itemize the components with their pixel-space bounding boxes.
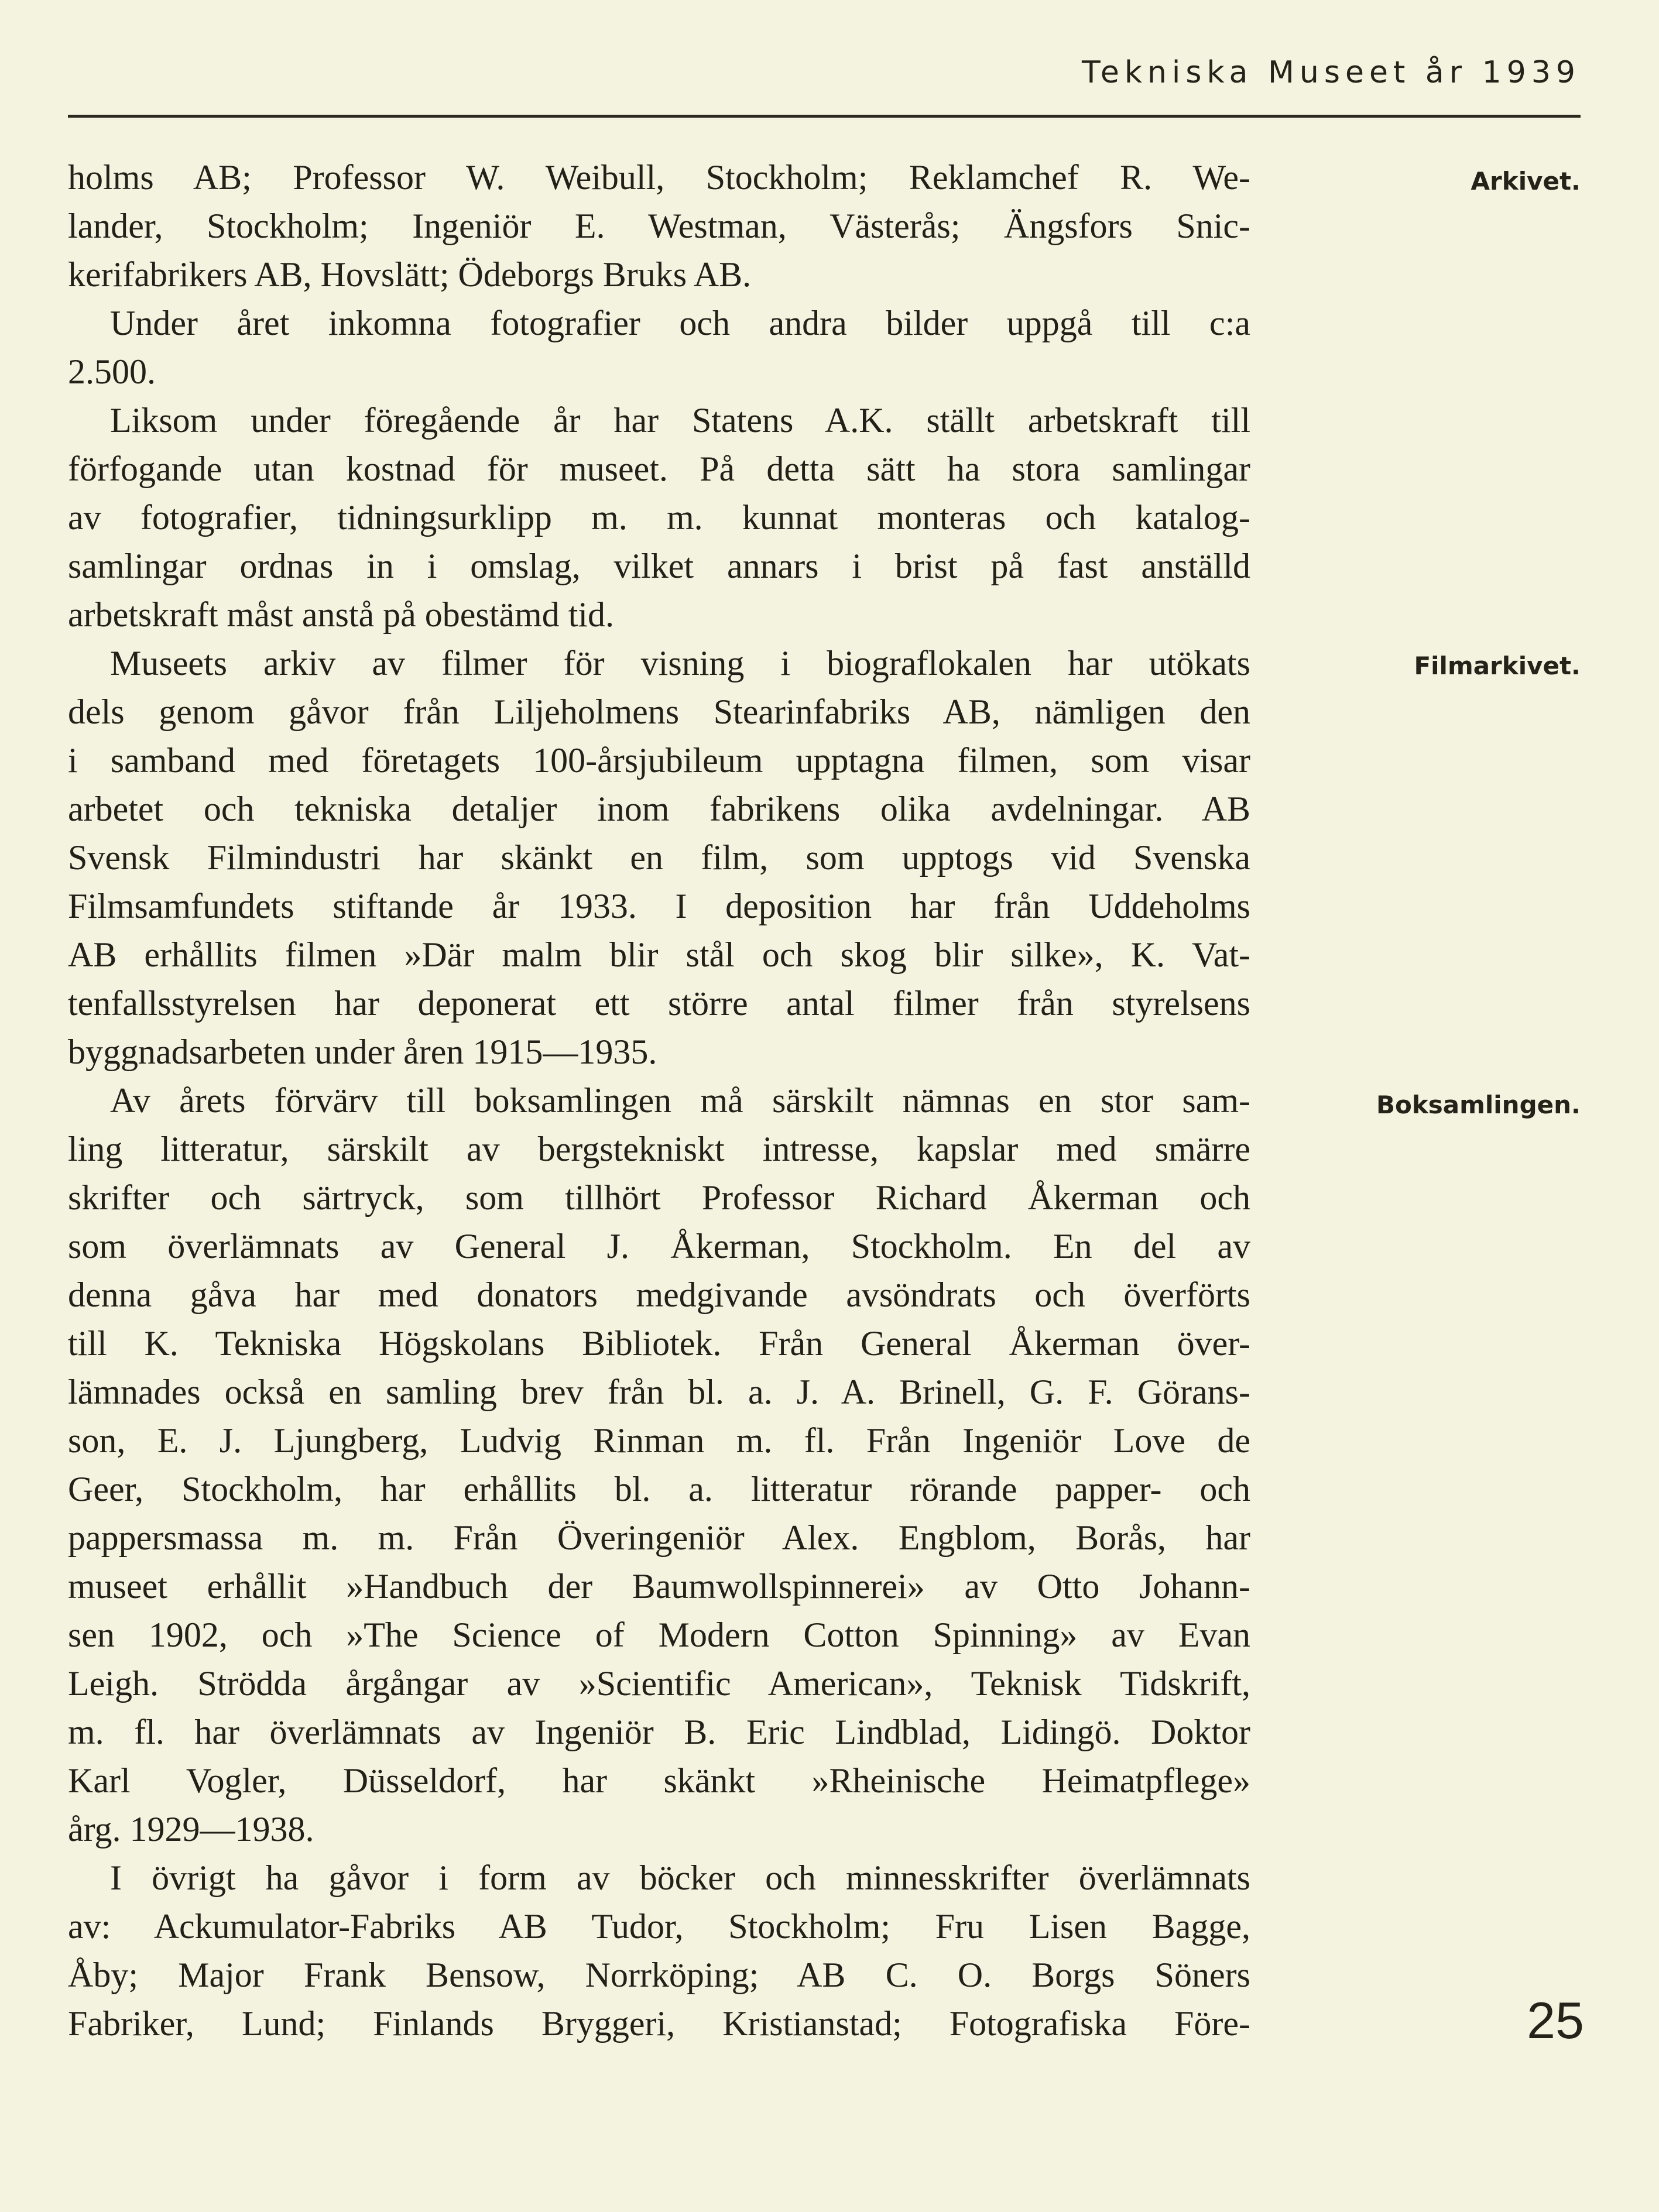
text-line: av fotografier, tidningsurklipp m. m. kunnat monteras och katalog-: [68, 498, 1250, 537]
text-line: Av årets förvärv till boksamlingen må särskilt nämnas en stor sam-: [110, 1081, 1250, 1120]
text-line: AB erhållits filmen »Där malm blir stål och skog blir silke», K. Vat-: [68, 935, 1250, 974]
text-line: Karl Vogler, Düsseldorf, har skänkt »Rheinische Heimatpflege»: [68, 1761, 1250, 1800]
text-line: Liksom under föregående år har Statens A.K. ställt arbetskraft till: [110, 401, 1250, 440]
text-line: arbetet och tekniska detaljer inom fabrikens olika avdelningar. AB: [68, 790, 1250, 828]
text-line: denna gåva har med donators medgivande avsöndrats och överförts: [68, 1275, 1250, 1314]
text-line: Åby; Major Frank Bensow, Norrköping; AB C. O. Borgs Söners: [68, 1956, 1250, 1994]
text-line: sen 1902, och »The Science of Modern Cotton Spinning» av Evan: [68, 1616, 1250, 1654]
text-line: dels genom gåvor från Liljeholmens Stearinfabriks AB, nämligen den: [68, 692, 1250, 731]
text-line: Under året inkomna fotografier och andra bilder uppgå till c:a: [110, 304, 1250, 342]
text-line: Leigh. Strödda årgångar av »Scientific American», Teknisk Tidskrift,: [68, 1664, 1250, 1703]
margin-note-arkivet: Arkivet.: [1471, 167, 1581, 196]
text-line: skrifter och särtryck, som tillhört Professor Richard Åkerman och: [68, 1178, 1250, 1217]
margin-note-boksamlingen: Boksamlingen.: [1376, 1090, 1581, 1119]
text-line: som överlämnats av General J. Åkerman, Stockholm. En del av: [68, 1227, 1250, 1266]
running-title: Tekniska Museet år 1939: [1081, 55, 1581, 90]
page-number: 25: [1527, 1991, 1584, 2049]
text-line: i samband med företagets 100-årsjubileum upptagna filmen, som visar: [68, 741, 1250, 780]
text-line: samlingar ordnas in i omslag, vilket annars i brist på fast anställd: [68, 547, 1250, 585]
text-line: Filmsamfundets stiftande år 1933. I deposition har från Uddeholms: [68, 887, 1250, 925]
text-line: Museets arkiv av filmer för visning i biograflokalen har utökats: [110, 644, 1250, 683]
text-line: museet erhållit »Handbuch der Baumwollspinnerei» av Otto Johann-: [68, 1567, 1250, 1606]
text-line: byggnadsarbeten under åren 1915—1935.: [68, 1033, 657, 1071]
text-line: av: Ackumulator-Fabriks AB Tudor, Stockholm; Fru Lisen Bagge,: [68, 1907, 1250, 1946]
text-line: 2.500.: [68, 352, 156, 391]
text-line: lämnades också en samling brev från bl. a. J. A. Brinell, G. F. Görans-: [68, 1373, 1250, 1411]
text-line: förfogande utan kostnad för museet. På detta sätt ha stora samlingar: [68, 450, 1250, 488]
text-line: till K. Tekniska Högskolans Bibliotek. Från General Åkerman över-: [68, 1324, 1250, 1363]
text-line: Geer, Stockholm, har erhållits bl. a. litteratur rörande papper- och: [68, 1470, 1250, 1508]
text-line: Svensk Filmindustri har skänkt en film, som upptogs vid Svenska: [68, 838, 1250, 877]
text-line: pappersmassa m. m. Från Överingeniör Alex. Engblom, Borås, har: [68, 1518, 1250, 1557]
body-text: [68, 153, 1250, 2048]
text-line: tenfallsstyrelsen har deponerat ett större antal filmer från styrelsens: [68, 984, 1250, 1023]
text-line: son, E. J. Ljungberg, Ludvig Rinman m. fl. Från Ingeniör Love de: [68, 1421, 1250, 1460]
text-line: kerifabrikers AB, Hovslätt; Ödeborgs Bruks AB.: [68, 255, 752, 294]
text-line: m. fl. har överlämnats av Ingeniör B. Eric Lindblad, Lidingö. Doktor: [68, 1713, 1250, 1751]
text-line: I övrigt ha gåvor i form av böcker och minnesskrifter överlämnats: [110, 1858, 1250, 1897]
header-rule: [68, 115, 1581, 118]
margin-note-filmarkivet: Filmarkivet.: [1414, 651, 1581, 680]
text-line: lander, Stockholm; Ingeniör E. Westman, Västerås; Ängsfors Snic-: [68, 207, 1250, 245]
text-line: arbetskraft måst anstå på obestämd tid.: [68, 595, 615, 634]
text-line: ling litteratur, särskilt av bergstekniskt intresse, kapslar med smärre: [68, 1130, 1250, 1168]
text-line: årg. 1929—1938.: [68, 1810, 314, 1849]
text-line: holms AB; Professor W. Weibull, Stockholm; Reklamchef R. We-: [68, 158, 1250, 197]
text-line: Fabriker, Lund; Finlands Bryggeri, Kristianstad; Fotografiska Före-: [68, 2004, 1250, 2043]
